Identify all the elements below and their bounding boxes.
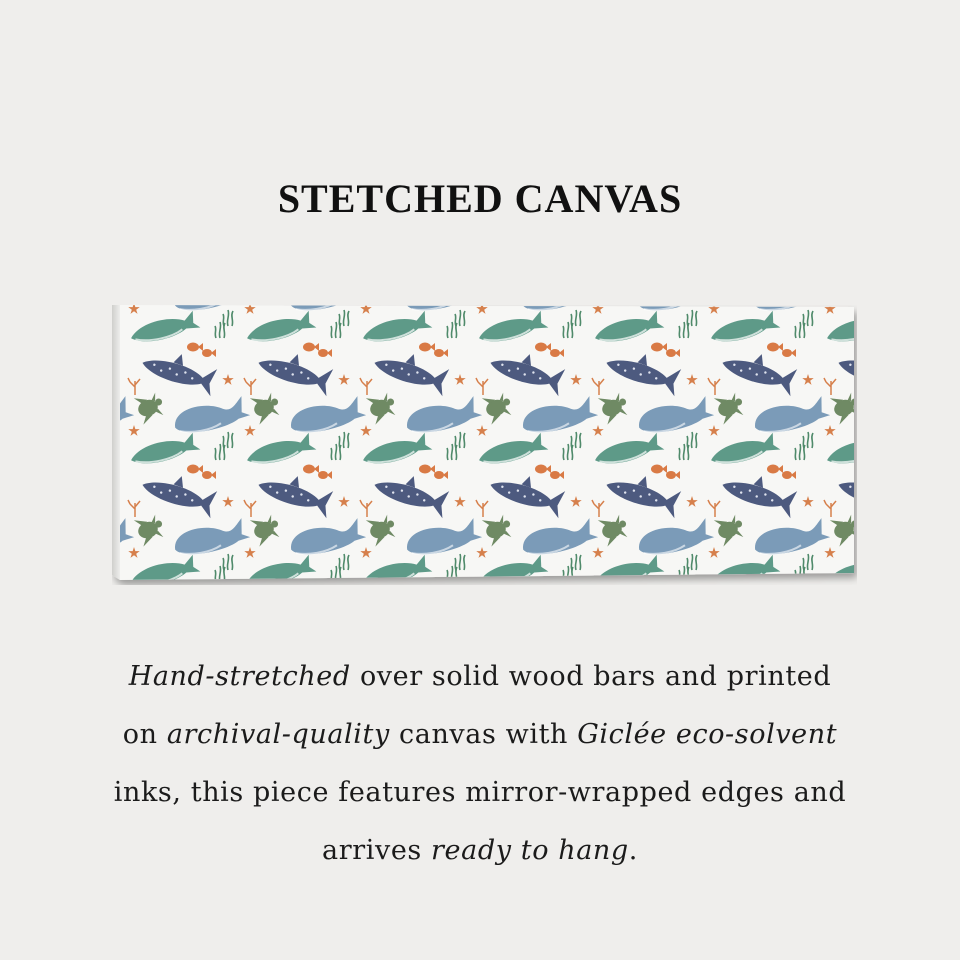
product-description	[60, 648, 900, 880]
page-title: STETCHED CANVAS	[277, 176, 683, 221]
canvas-print-image	[112, 305, 857, 585]
description-line-3: inks, this piece features mirror-wrapped edges and	[113, 777, 847, 808]
description-line-2: on archival-quality canvas with Giclée eco-solvent	[122, 719, 838, 750]
description-line-1: Hand-stretched over solid wood bars and printed	[128, 661, 832, 692]
description-line-4: arrives ready to hang.	[322, 835, 638, 866]
canvas-left-edge	[112, 305, 120, 580]
